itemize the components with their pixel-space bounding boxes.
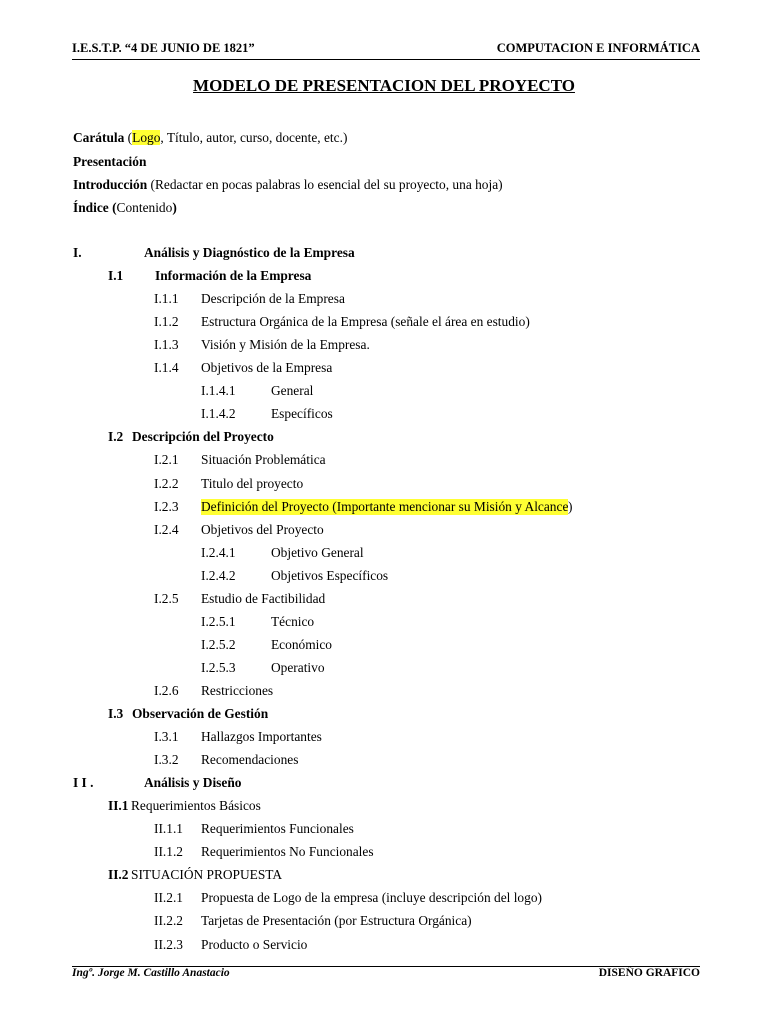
outline-text-tail: )	[568, 498, 573, 514]
outline-text: Estudio de Factibilidad	[201, 590, 326, 606]
outline-number: II.2.1	[154, 890, 184, 906]
outline-number: II.1.1	[154, 821, 184, 837]
outline-number: I.2.5.2	[201, 636, 236, 652]
caratula-label: Carátula	[73, 130, 125, 145]
outline-number: I.2.4.1	[201, 544, 236, 560]
outline-text: Análisis y Diseño	[144, 775, 242, 791]
outline-number: II.2	[108, 867, 129, 883]
outline-number: I.2.4.2	[201, 567, 236, 583]
outline-text: Titulo del proyecto	[201, 475, 304, 491]
footer-course: DISEÑO GRAFICO	[598, 967, 700, 979]
outline-text: Específicos	[271, 406, 333, 422]
indice-close: )	[172, 200, 177, 215]
outline-number: I.2.2	[154, 475, 179, 491]
outline-number: I.1.4.1	[201, 383, 236, 399]
outline-number: I.2.1	[154, 452, 179, 468]
outline-number: I.2.5.3	[201, 659, 236, 675]
introduccion-rest: (Redactar en pocas palabras lo esencial del su proyecto, una hoja)	[147, 177, 503, 192]
outline-text: Información de la Empresa	[155, 268, 312, 284]
outline-number: I.2.3	[154, 498, 179, 514]
introduccion-line	[73, 177, 503, 193]
outline-text: Propuesta de Logo de la empresa (incluye descripción del logo)	[201, 890, 542, 906]
indice-line	[73, 200, 177, 216]
outline-text: Estructura Orgánica de la Empresa (señale el área en estudio)	[201, 314, 530, 330]
outline-number: II.2.3	[154, 936, 184, 952]
outline-text: Requerimientos Funcionales	[201, 821, 354, 837]
outline-number: I.3	[108, 706, 124, 721]
header-rule	[72, 59, 700, 60]
header-department: COMPUTACION E INFORMÁTICA	[496, 41, 700, 55]
outline-text: Tarjetas de Presentación (por Estructura Orgánica)	[201, 913, 472, 929]
outline-number: I.1.2	[154, 314, 179, 330]
caratula-logo-highlight: Logo	[132, 130, 161, 145]
outline-number: I.3.2	[154, 752, 179, 768]
caratula-open: (	[124, 130, 133, 145]
presentacion-line: Presentación	[73, 154, 147, 169]
outline-number: II.1	[108, 798, 129, 814]
outline-text: Descripción del Proyecto	[132, 429, 274, 445]
outline-text: SITUACIÓN PROPUESTA	[131, 867, 283, 883]
caratula-line	[73, 130, 347, 146]
indice-open: (	[108, 200, 117, 215]
outline-number: I.	[73, 245, 82, 260]
outline-number: I.1.4.2	[201, 406, 236, 422]
outline-text: Requerimientos No Funcionales	[201, 844, 374, 860]
outline-text: Requerimientos Básicos	[131, 798, 261, 814]
outline-text: Operativo	[271, 659, 325, 675]
outline-number: I I .	[73, 775, 94, 791]
document-title: MODELO DE PRESENTACION DEL PROYECTO	[193, 76, 575, 95]
outline-text: Hallazgos Importantes	[201, 729, 322, 745]
outline-text: Económico	[271, 636, 332, 652]
outline-number: I.2.5.1	[201, 613, 236, 629]
outline-number: I.1.4	[154, 360, 179, 376]
outline-number: I.2.6	[154, 682, 179, 698]
outline-text: Producto o Servicio	[201, 936, 308, 952]
outline-number: I.1	[108, 268, 124, 284]
outline-text: Descripción de la Empresa	[201, 291, 345, 307]
outline-text: Técnico	[271, 613, 315, 629]
outline-text: Restricciones	[201, 682, 274, 698]
page-header	[72, 41, 700, 59]
outline-text: Objetivos de la Empresa	[201, 360, 333, 376]
page-footer	[72, 967, 700, 983]
indice-content: Contenido	[116, 200, 173, 215]
footer-author: Ingº. Jorge M. Castillo Anastacio	[72, 967, 230, 979]
outline-text: General	[271, 383, 314, 399]
outline-text: Objetivos del Proyecto	[201, 521, 324, 537]
outline-text: Objetivo General	[271, 544, 364, 560]
outline-number: I.2.4	[154, 521, 179, 537]
indice-label: Índice	[73, 200, 109, 215]
outline-number: II.1.2	[154, 844, 184, 860]
caratula-rest: , Título, autor, curso, docente, etc.)	[160, 130, 348, 145]
outline-text: Recomendaciones	[201, 752, 299, 768]
introduccion-label: Introducción	[73, 177, 148, 192]
outline-number: I.1.3	[154, 337, 179, 353]
outline-number: II.2.2	[154, 913, 184, 929]
outline-text: Situación Problemática	[201, 452, 326, 468]
outline-number: I.3.1	[154, 729, 179, 745]
outline-number: I.2.5	[154, 590, 179, 606]
outline-text: Observación de Gestión	[132, 706, 269, 721]
header-institution: I.E.S.T.P. “4 DE JUNIO DE 1821”	[72, 41, 255, 55]
outline-number: I.2	[108, 429, 124, 445]
outline-text: Objetivos Específicos	[271, 567, 389, 583]
outline-number: I.1.1	[154, 291, 179, 307]
outline-text: Visión y Misión de la Empresa.	[201, 337, 370, 353]
outline-text: Definición del Proyecto (Importante mencionar su Misión y Alcance	[201, 498, 569, 514]
outline-text: Análisis y Diagnóstico de la Empresa	[144, 245, 355, 260]
